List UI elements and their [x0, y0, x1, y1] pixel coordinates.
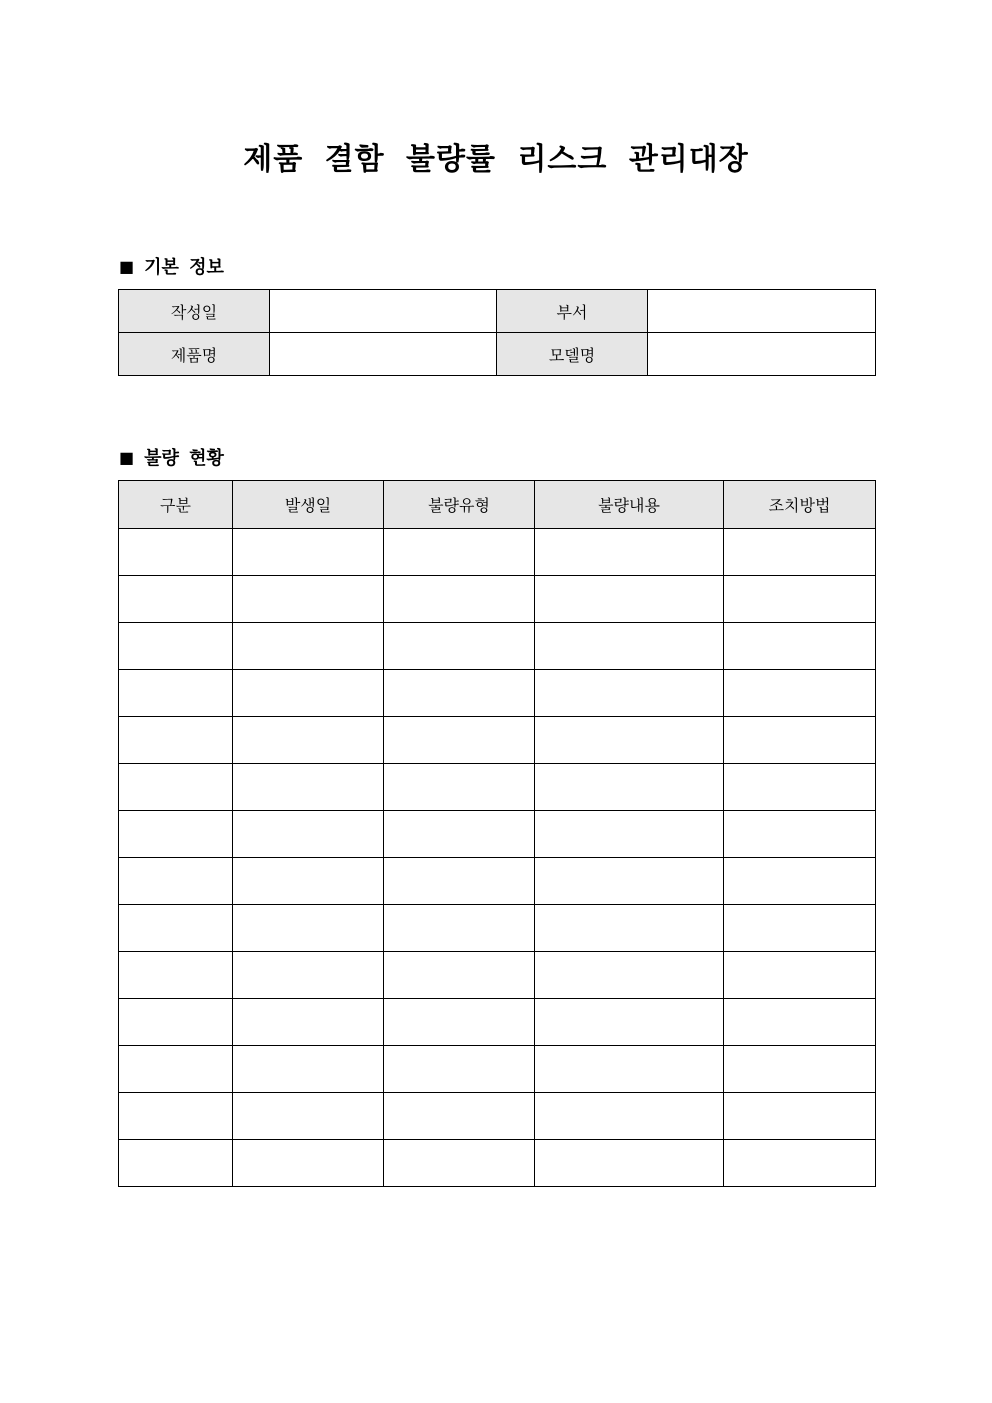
- column-header-corrective-action: 조치방법: [724, 481, 876, 529]
- defect-type-cell[interactable]: [384, 670, 535, 717]
- corrective-action-cell[interactable]: [724, 1140, 876, 1187]
- defect-details-cell[interactable]: [535, 1093, 724, 1140]
- category-cell[interactable]: [119, 764, 233, 811]
- defect-details-cell[interactable]: [535, 623, 724, 670]
- square-bullet-icon: ■: [119, 256, 135, 276]
- section-heading-label: 불량 현황: [144, 448, 224, 469]
- occurrence-date-cell[interactable]: [233, 999, 384, 1046]
- defect-details-cell[interactable]: [535, 529, 724, 576]
- defect-details-cell[interactable]: [535, 952, 724, 999]
- category-cell[interactable]: [119, 1046, 233, 1093]
- corrective-action-cell[interactable]: [724, 952, 876, 999]
- occurrence-date-cell[interactable]: [233, 1046, 384, 1093]
- defect-details-cell[interactable]: [535, 576, 724, 623]
- defect-type-cell[interactable]: [384, 858, 535, 905]
- date-written-field[interactable]: [270, 290, 497, 333]
- defect-status-table: [118, 480, 876, 1187]
- defect-type-cell[interactable]: [384, 1046, 535, 1093]
- category-cell[interactable]: [119, 670, 233, 717]
- label-date-written: 작성일: [119, 290, 270, 333]
- occurrence-date-cell[interactable]: [233, 811, 384, 858]
- defect-details-cell[interactable]: [535, 1140, 724, 1187]
- table-row: [119, 858, 876, 905]
- category-cell[interactable]: [119, 905, 233, 952]
- corrective-action-cell[interactable]: [724, 858, 876, 905]
- table-row: [119, 999, 876, 1046]
- defect-type-cell[interactable]: [384, 1140, 535, 1187]
- corrective-action-cell[interactable]: [724, 811, 876, 858]
- corrective-action-cell[interactable]: [724, 905, 876, 952]
- corrective-action-cell[interactable]: [724, 670, 876, 717]
- label-model-name: 모델명: [497, 333, 648, 376]
- category-cell[interactable]: [119, 811, 233, 858]
- table-row: [119, 333, 876, 376]
- defect-details-cell[interactable]: [535, 764, 724, 811]
- occurrence-date-cell[interactable]: [233, 1140, 384, 1187]
- occurrence-date-cell[interactable]: [233, 1093, 384, 1140]
- table-row: [119, 1140, 876, 1187]
- occurrence-date-cell[interactable]: [233, 858, 384, 905]
- section-heading-label: 기본 정보: [144, 257, 224, 278]
- category-cell[interactable]: [119, 952, 233, 999]
- table-row: [119, 811, 876, 858]
- occurrence-date-cell[interactable]: [233, 529, 384, 576]
- square-bullet-icon: ■: [119, 447, 135, 467]
- table-row: [119, 1093, 876, 1140]
- table-row: [119, 1046, 876, 1093]
- corrective-action-cell[interactable]: [724, 1093, 876, 1140]
- model-name-field[interactable]: [648, 333, 876, 376]
- defect-type-cell[interactable]: [384, 952, 535, 999]
- corrective-action-cell[interactable]: [724, 623, 876, 670]
- table-row: [119, 717, 876, 764]
- occurrence-date-cell[interactable]: [233, 670, 384, 717]
- product-name-field[interactable]: [270, 333, 497, 376]
- defect-type-cell[interactable]: [384, 811, 535, 858]
- occurrence-date-cell[interactable]: [233, 905, 384, 952]
- occurrence-date-cell[interactable]: [233, 952, 384, 999]
- category-cell[interactable]: [119, 529, 233, 576]
- corrective-action-cell[interactable]: [724, 1046, 876, 1093]
- defect-details-cell[interactable]: [535, 1046, 724, 1093]
- table-row: [119, 623, 876, 670]
- defect-type-cell[interactable]: [384, 999, 535, 1046]
- table-row: [119, 764, 876, 811]
- page-title: 제품 결함 불량률 리스크 관리대장: [243, 142, 749, 177]
- column-header-occurrence-date: 발생일: [233, 481, 384, 529]
- department-field[interactable]: [648, 290, 876, 333]
- corrective-action-cell[interactable]: [724, 529, 876, 576]
- table-row: [119, 290, 876, 333]
- defect-details-cell[interactable]: [535, 717, 724, 764]
- category-cell[interactable]: [119, 1093, 233, 1140]
- corrective-action-cell[interactable]: [724, 999, 876, 1046]
- section-heading-defect-status: [119, 444, 224, 470]
- column-header-category: 구분: [119, 481, 233, 529]
- column-header-defect-details: 불량내용: [535, 481, 724, 529]
- category-cell[interactable]: [119, 717, 233, 764]
- defect-type-cell[interactable]: [384, 623, 535, 670]
- table-row: [119, 670, 876, 717]
- table-row: [119, 905, 876, 952]
- defect-type-cell[interactable]: [384, 529, 535, 576]
- column-header-defect-type: 불량유형: [384, 481, 535, 529]
- defect-details-cell[interactable]: [535, 858, 724, 905]
- table-row: [119, 529, 876, 576]
- occurrence-date-cell[interactable]: [233, 764, 384, 811]
- defect-details-cell[interactable]: [535, 811, 724, 858]
- category-cell[interactable]: [119, 999, 233, 1046]
- corrective-action-cell[interactable]: [724, 764, 876, 811]
- corrective-action-cell[interactable]: [724, 576, 876, 623]
- section-heading-basic-info: [119, 253, 224, 279]
- defect-type-cell[interactable]: [384, 717, 535, 764]
- category-cell[interactable]: [119, 858, 233, 905]
- table-row: [119, 952, 876, 999]
- occurrence-date-cell[interactable]: [233, 576, 384, 623]
- basic-info-table: [118, 289, 876, 376]
- category-cell[interactable]: [119, 1140, 233, 1187]
- label-product-name: 제품명: [119, 333, 270, 376]
- defect-details-cell[interactable]: [535, 999, 724, 1046]
- corrective-action-cell[interactable]: [724, 717, 876, 764]
- category-cell[interactable]: [119, 576, 233, 623]
- defect-type-cell[interactable]: [384, 764, 535, 811]
- defect-details-cell[interactable]: [535, 670, 724, 717]
- table-header-row: [119, 481, 876, 529]
- label-department: 부서: [497, 290, 648, 333]
- defect-details-cell[interactable]: [535, 905, 724, 952]
- occurrence-date-cell[interactable]: [233, 623, 384, 670]
- category-cell[interactable]: [119, 623, 233, 670]
- table-row: [119, 576, 876, 623]
- defect-type-cell[interactable]: [384, 576, 535, 623]
- occurrence-date-cell[interactable]: [233, 717, 384, 764]
- defect-type-cell[interactable]: [384, 1093, 535, 1140]
- defect-type-cell[interactable]: [384, 905, 535, 952]
